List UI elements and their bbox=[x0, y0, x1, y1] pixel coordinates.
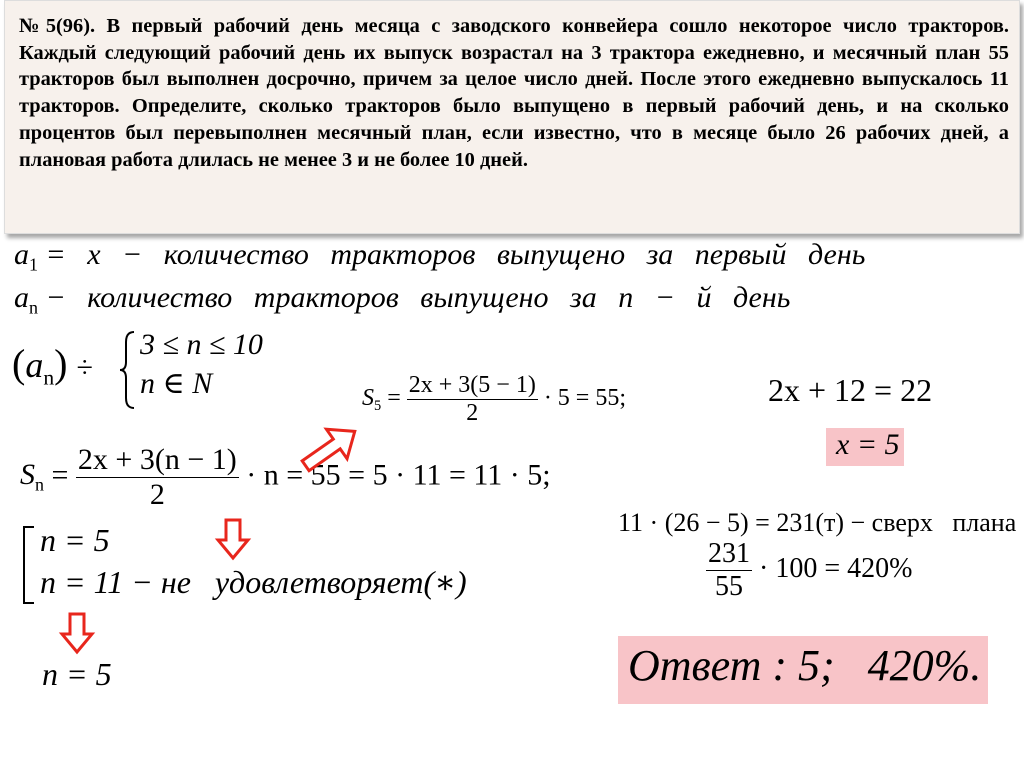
percent-numerator: 231 bbox=[708, 538, 750, 569]
equation-2x: 2x + 12 = 22 bbox=[768, 372, 933, 408]
n-result: n = 5 bbox=[42, 656, 112, 692]
sn-denominator: 2 bbox=[149, 478, 165, 511]
s5-rest: · 5 = 55; bbox=[543, 385, 627, 412]
s5-denominator: 2 bbox=[466, 400, 479, 426]
sn-formula: $S_n$ = $\frac{2x + 3(n - 1)}{2}$ · n = 55 = 5 · 11 = 11 · 5; bbox=[20, 443, 551, 511]
problem-panel bbox=[4, 0, 1020, 234]
arrow-up-right-icon bbox=[296, 418, 366, 478]
percent-rest: · 100 = 420% bbox=[759, 552, 913, 584]
an-definition: $a_n$ − количество тракторов выпущено за n − й день bbox=[14, 281, 791, 318]
percent-formula bbox=[706, 538, 912, 603]
case-n11: n = 11 − не удовлетворяет(∗) bbox=[40, 564, 467, 600]
percent-fraction bbox=[706, 538, 752, 603]
a1-definition: $a_1 = x$ − количество тракторов выпущено за первый день bbox=[14, 238, 866, 275]
sn-fraction bbox=[76, 443, 239, 512]
system-brace bbox=[118, 330, 138, 410]
arrow-down-icon bbox=[216, 518, 250, 562]
sn-numerator: 2x + 3(n − 1) bbox=[77, 443, 237, 476]
s5-formula: $S_5$ = $\frac{2x + 3(5 - 1)}{2}$ · 5 = 55; bbox=[362, 372, 627, 426]
answer: Ответ : 5; 420%. bbox=[628, 641, 982, 690]
sequence-an: $(a_n)$ ÷ bbox=[12, 341, 93, 390]
problem-statement: №5(96). В первый рабочий день месяца с заводского конвейера сошло некоторое число тракторов. Каждый следующий рабочий день их выпуск возрастал на 3 трактора ежедневно, и месячный план 55 тракторов был выполнен досрочно, причем за целое число дней. После этого ежедневно выпускалось 11 тракторов. Определите, сколько тракторов было выпущено в первый рабочий день, и на сколько процентов был перевыполнен месячный план, если известно, что в месяце было 26 рабочих дней, а плановая работа длилась не менее 3 и не более 10 дней. bbox=[19, 15, 1009, 171]
s5-fraction bbox=[407, 372, 538, 427]
sn-rest: · n = 55 = 5 · 11 = 11 · 5; bbox=[246, 458, 551, 492]
case-n5: n = 5 bbox=[40, 522, 110, 558]
x-result: x = 5 bbox=[836, 428, 900, 461]
s5-numerator: 2x + 3(5 − 1) bbox=[408, 372, 536, 398]
condition-range: 3 ≤ n ≤ 10 bbox=[140, 328, 263, 361]
extra-tractors: 11 · (26 − 5) = 231(т) − сверх плана bbox=[618, 508, 1017, 537]
sequence-symbol: ÷ bbox=[76, 351, 93, 384]
percent-denominator: 55 bbox=[715, 571, 743, 602]
arrow-down-icon-2 bbox=[60, 612, 94, 656]
cases-bracket bbox=[18, 525, 38, 605]
condition-natural: n ∈ N bbox=[140, 367, 213, 400]
